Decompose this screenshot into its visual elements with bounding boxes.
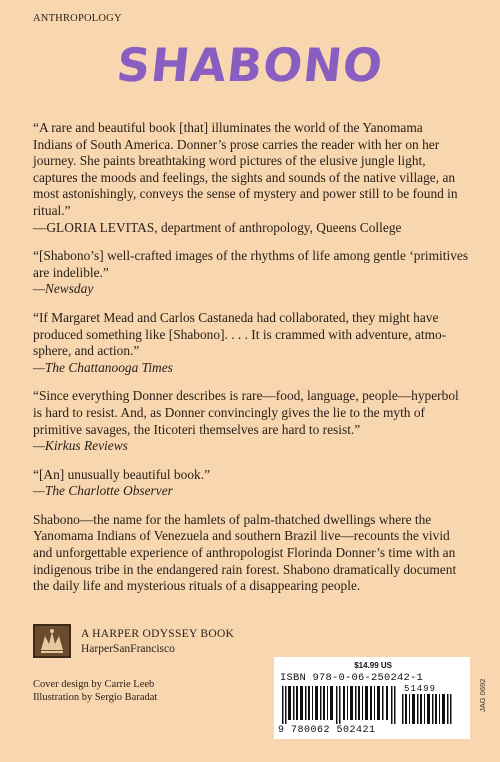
credits [33, 678, 157, 704]
quote-line: captures the moods and feelings, the sights and sounds of the native village, an [33, 169, 456, 185]
quote-line: “A rare and beautiful book [that] illuminates the world of the Yanomama [33, 120, 423, 135]
ean-number: 9 780062 502421 [278, 725, 376, 736]
cover-design-credit: Cover design by Carrie Leeb [33, 679, 155, 690]
quote-attribution: —Newsday [33, 281, 94, 297]
vertical-code: JAG 0692 [478, 678, 487, 712]
quote-line: primitive savages, the Iticoteri themselves are hard to resist.” [33, 421, 361, 437]
quote-block [33, 467, 500, 500]
description-line: the daily life and mysterious rituals of a disappearing people. [33, 578, 361, 594]
book-title: SHABONO [114, 38, 386, 92]
quote-line: Indians of South America. Donner’s prose carries the reader with her on her [33, 136, 440, 152]
review-quotes [33, 120, 500, 595]
illustration-credit: Illustration by Sergio Baradat [33, 692, 158, 703]
quote-attribution: —Kirkus Reviews [33, 438, 128, 454]
quote-attribution: —The Chattanooga Times [33, 359, 173, 375]
quote-attribution: —GLORIA LEVITAS, department of anthropology, Queens College [33, 219, 402, 235]
quote-line: ritual.” [33, 202, 71, 218]
quote-block [33, 310, 500, 376]
description-line: Shabono—the name for the hamlets of palm-thatched dwellings where the [33, 511, 432, 527]
publisher-text [81, 627, 234, 657]
imprint-name: A HARPER ODYSSEY BOOK [81, 628, 235, 640]
quote-block [33, 120, 500, 236]
price-label: $14.99 US [354, 661, 392, 670]
quote-line: journey. She paints breathtaking word pictures of the elusive jungle light, [33, 153, 426, 169]
quote-line: produced something like [Shabono]. . . . It is crammed with adventure, atmo- [33, 326, 447, 342]
description-line: and unforgettable experience of anthropologist Florinda Donner’s time with an [33, 545, 456, 561]
book-description [33, 512, 500, 595]
quote-line: are indelible.” [33, 264, 109, 280]
description-line: indigenous tribe in the endangered rain forest. Shabono dramatically document [33, 561, 457, 577]
quote-block [33, 248, 500, 298]
addon-barcode-icon [402, 694, 452, 724]
category-label: ANTHROPOLOGY [33, 13, 122, 24]
quote-line: “If Margaret Mead and Carlos Castaneda had collaborated, they might have [33, 309, 439, 325]
barcode-panel [274, 657, 470, 739]
addon-number: 51499 [404, 684, 437, 694]
quote-line: sphere, and action.” [33, 343, 140, 359]
quote-block [33, 388, 500, 454]
quote-line: most astonishingly, conveys the sense of mystery and power still to be found in [33, 186, 458, 202]
publisher-name: HarperSanFrancisco [81, 643, 175, 655]
quote-line: “Since everything Donner describes is rare—food, language, people—hyperbol [33, 388, 459, 404]
quote-line: “[Shabono’s] well-crafted images of the rhythms of life among gentle ‘primitives [33, 248, 469, 264]
quote-line: is hard to resist. And, as Donner convincingly gives the lie to the myth of [33, 404, 425, 420]
ean-barcode-icon [282, 686, 398, 724]
quote-line: “[An] unusually beautiful book.” [33, 466, 211, 482]
description-line: Yanomama Indians of Venezuela and southern Brazil live—recounts the vivid [33, 528, 450, 544]
publisher-logo-icon [33, 624, 71, 658]
quote-attribution: —The Charlotte Observer [33, 483, 173, 499]
isbn-number: ISBN 978-0-06-250242-1 [280, 672, 424, 684]
